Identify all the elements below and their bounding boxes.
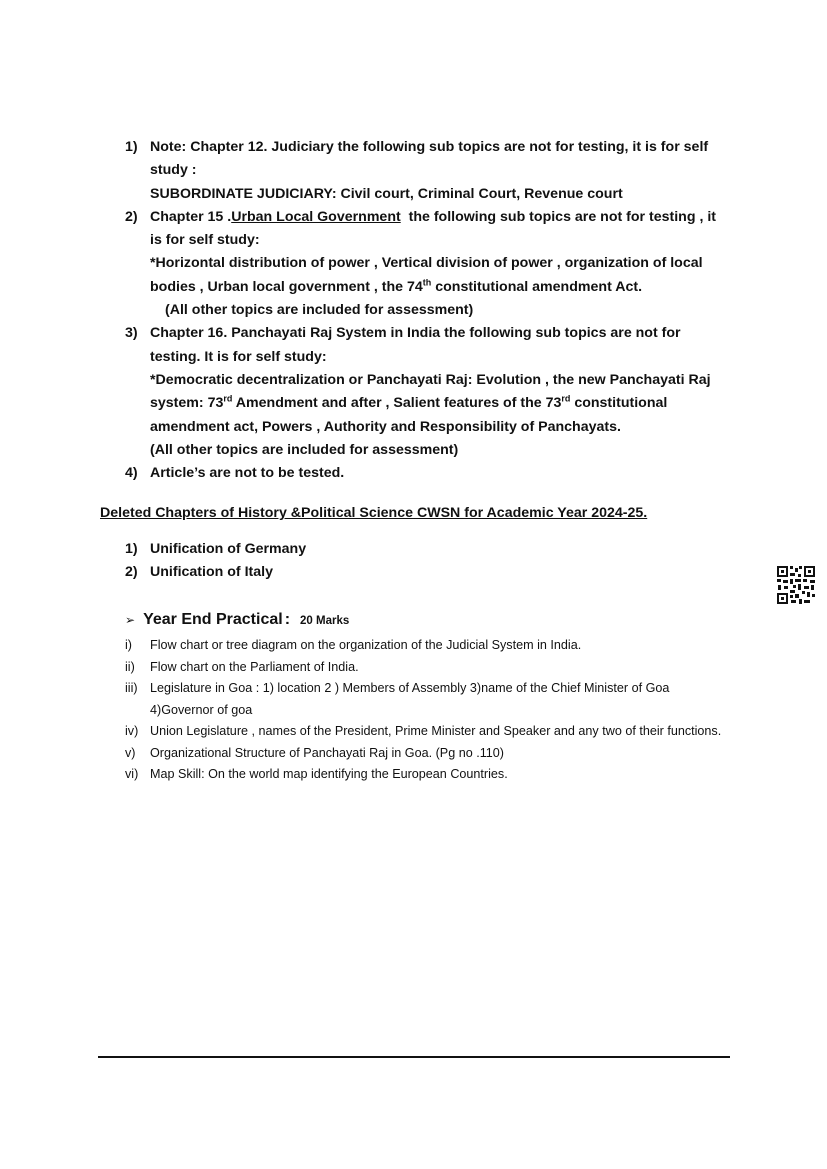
practical-heading bbox=[125, 611, 349, 629]
practical-item-text: Legislature in Goa : 1) location 2 ) Members of Assembly 3)name of the Chief Minister of Goa 4)Governor of goa bbox=[150, 681, 670, 717]
superscript: rd bbox=[223, 393, 233, 404]
list-number: 1) bbox=[125, 541, 138, 557]
list-item bbox=[125, 743, 725, 765]
note-text: Article’s are not to be tested. bbox=[150, 465, 345, 482]
list-item bbox=[125, 764, 725, 786]
practical-item-text: Union Legislature , names of the President, Prime Minister and Speaker and any two of their functions. bbox=[150, 724, 722, 738]
practical-item-text: Flow chart on the Parliament of India. bbox=[150, 659, 359, 674]
practical-item-text: Organizational Structure of Panchayati Raj in Goa. (Pg no .110) bbox=[150, 745, 504, 760]
notes-list bbox=[125, 136, 730, 485]
list-item bbox=[125, 657, 725, 679]
chapter-label: Unification of Italy bbox=[150, 564, 273, 581]
practical-title: Year End Practical bbox=[143, 611, 283, 628]
list-number: i) bbox=[125, 638, 132, 652]
list-item bbox=[125, 561, 306, 584]
practical-colon: : bbox=[284, 611, 291, 628]
list-number: iv) bbox=[125, 724, 139, 738]
superscript: th bbox=[422, 277, 432, 288]
list-item bbox=[125, 635, 725, 657]
qr-code-icon bbox=[776, 565, 816, 605]
list-number: 2) bbox=[125, 564, 138, 581]
note-text: Note: Chapter 12. Judiciary the following sub topics are not for testing, it is for self study : bbox=[150, 139, 709, 179]
deleted-chapters-list bbox=[125, 538, 306, 585]
list-number: ii) bbox=[125, 659, 135, 674]
note-chapter-prefix: Chapter 15 . bbox=[150, 208, 232, 225]
deleted-chapters-heading: Deleted Chapters of History &Political Science CWSN for Academic Year 2024-25. bbox=[100, 505, 648, 521]
list-item bbox=[125, 538, 306, 561]
practical-marks: 20 Marks bbox=[300, 615, 350, 627]
note-item-chapter-12 bbox=[125, 136, 730, 206]
note-subtopics: *Democratic decentralization or Panchayati Raj: Evolution , the new Panchayati Raj system: 73rd Amendment and after , Salient features of the 73rd constitutional amendment act, Powers , Authority and Responsibility of Panchayats. bbox=[150, 371, 711, 435]
assessment-note: (All other topics are included for assessment) bbox=[165, 302, 474, 319]
note-item-chapter-16 bbox=[125, 322, 730, 462]
superscript: rd bbox=[561, 393, 571, 404]
arrow-bullet-icon: ➢ bbox=[125, 613, 136, 627]
footer-divider bbox=[98, 1056, 730, 1058]
list-number: vi) bbox=[125, 767, 139, 781]
list-item bbox=[125, 721, 725, 743]
list-number: v) bbox=[125, 745, 136, 760]
note-text: the following sub topics are not for testing , it is for self study: bbox=[150, 208, 720, 249]
list-number: 3) bbox=[125, 325, 138, 342]
practical-item-text: Flow chart or tree diagram on the organization of the Judicial System in India. bbox=[150, 638, 582, 652]
note-subtopics: SUBORDINATE JUDICIARY: Civil court, Criminal Court, Revenue court bbox=[150, 185, 623, 202]
list-number: 2) bbox=[125, 208, 138, 225]
chapter-title-underlined: Urban Local Government bbox=[231, 208, 401, 225]
practical-items-list bbox=[125, 635, 725, 786]
list-item bbox=[125, 678, 725, 721]
chapter-label: Unification of Germany bbox=[150, 541, 307, 557]
note-subtopics: *Horizontal distribution of power , Vertical division of power , organization of local bodies , Urban local government , the 74th constitutional amendment Act. bbox=[150, 255, 703, 295]
note-item-articles bbox=[125, 462, 730, 485]
list-number: 1) bbox=[125, 139, 138, 155]
assessment-note: (All other topics are included for assessment) bbox=[150, 441, 459, 458]
note-item-chapter-15 bbox=[125, 206, 730, 322]
list-number: iii) bbox=[125, 681, 138, 695]
list-number: 4) bbox=[125, 465, 138, 482]
note-text: Chapter 16. Panchayati Raj System in India the following sub topics are not for testing. It is for self study: bbox=[150, 325, 681, 365]
practical-item-text: Map Skill: On the world map identifying the European Countries. bbox=[150, 767, 508, 781]
